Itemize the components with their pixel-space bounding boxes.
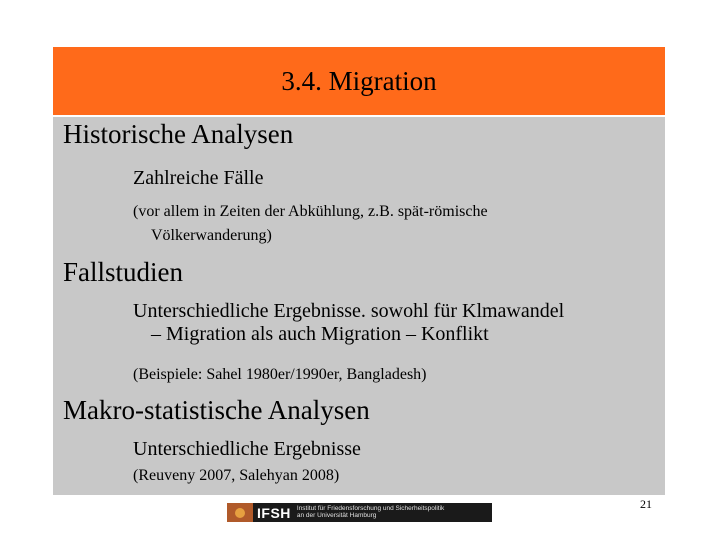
slide-title: 3.4. Migration: [281, 65, 437, 96]
note-line: Völkerwanderung): [151, 227, 272, 244]
logo-line: Institut für Friedensforschung und Sicherheitspolitik: [296, 504, 445, 512]
slide-title-bar: [53, 47, 665, 115]
section-note-makro: (Reuveny 2007, Salehyan 2008): [133, 467, 340, 484]
section-heading-historische: Historische Analysen: [63, 119, 294, 149]
section-point-fallstudien: [133, 300, 564, 346]
logo-institute-text: [297, 506, 444, 520]
logo-line: an der Universität Hamburg: [296, 511, 377, 519]
section-point-historische: Zahlreiche Fälle: [133, 167, 264, 189]
ifsh-emblem-icon: [227, 503, 253, 522]
section-heading-fallstudien: Fallstudien: [63, 257, 183, 287]
section-point-makro: Unterschiedliche Ergebnisse: [133, 438, 361, 460]
logo-name: IFSH: [257, 504, 291, 521]
point-line: – Migration als auch Migration – Konflikt: [151, 323, 489, 345]
section-note-historische: [133, 200, 488, 248]
ifsh-logo: [227, 503, 492, 522]
note-line: (vor allem in Zeiten der Abkühlung, z.B. spät-römische: [133, 203, 488, 220]
page-number: 21: [640, 497, 652, 511]
section-note-fallstudien: (Beispiele: Sahel 1980er/1990er, Bangladesh): [133, 366, 427, 383]
slide-content: [53, 117, 665, 495]
section-heading-makro: Makro-statistische Analysen: [63, 395, 370, 425]
point-line: Unterschiedliche Ergebnisse. sowohl für Klmawandel: [133, 300, 565, 322]
